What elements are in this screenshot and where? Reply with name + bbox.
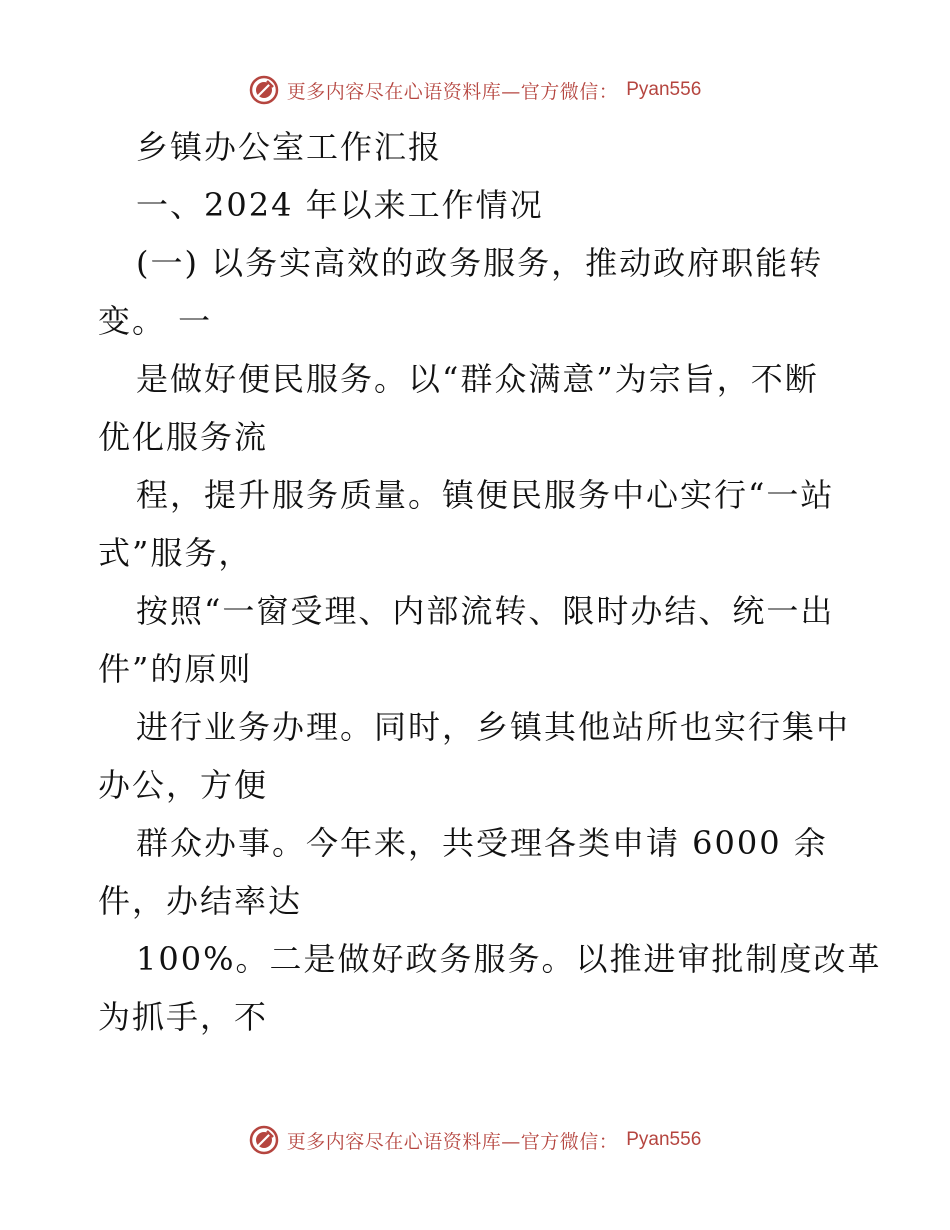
paragraph-line: 进行业务办理。同时，乡镇其他站所也实行集中 [136, 708, 851, 746]
paragraph-line: 件，办结率达 [98, 882, 303, 920]
paragraph-line: 按照“一窗受理、内部流转、限时办结、统一出 [136, 592, 835, 630]
header-banner [0, 70, 950, 110]
section-heading: 一、2024 年以来工作情况 [136, 186, 544, 224]
seal-logo-icon [249, 1125, 279, 1155]
paragraph-line: 群众办事。今年来，共受理各类申请 6000 余 [136, 824, 828, 862]
paragraph-line: 100%。二是做好政务服务。以推进审批制度改革 [136, 940, 882, 978]
banner-text: 更多内容尽在心语资料库—官方微信： [286, 1130, 619, 1153]
footer-banner [0, 1120, 950, 1160]
document-title: 乡镇办公室工作汇报 [136, 128, 443, 166]
paragraph-line: 件”的原则 [98, 650, 253, 688]
banner-text: 更多内容尽在心语资料库—官方微信： [286, 80, 619, 103]
paragraph-line: 是做好便民服务。以“群众满意”为宗旨，不断 [136, 360, 819, 398]
paragraph-line: 程，提升服务质量。镇便民服务中心实行“一站 [136, 476, 835, 514]
banner-wechat-id: Pyan556 [626, 1129, 702, 1150]
paragraph-line: 为抓手，不 [98, 998, 269, 1036]
banner-wechat-id: Pyan556 [626, 79, 702, 100]
paragraph-line: 式”服务， [98, 534, 253, 572]
seal-logo-icon [249, 75, 279, 105]
paragraph-line: 变。 一 [98, 302, 213, 340]
subsection-heading: (一) 以务实高效的政务服务，推动政府职能转 [136, 244, 824, 282]
paragraph-line: 办公，方便 [98, 766, 269, 804]
paragraph-line: 优化服务流 [98, 418, 269, 456]
document-body [98, 118, 882, 1046]
